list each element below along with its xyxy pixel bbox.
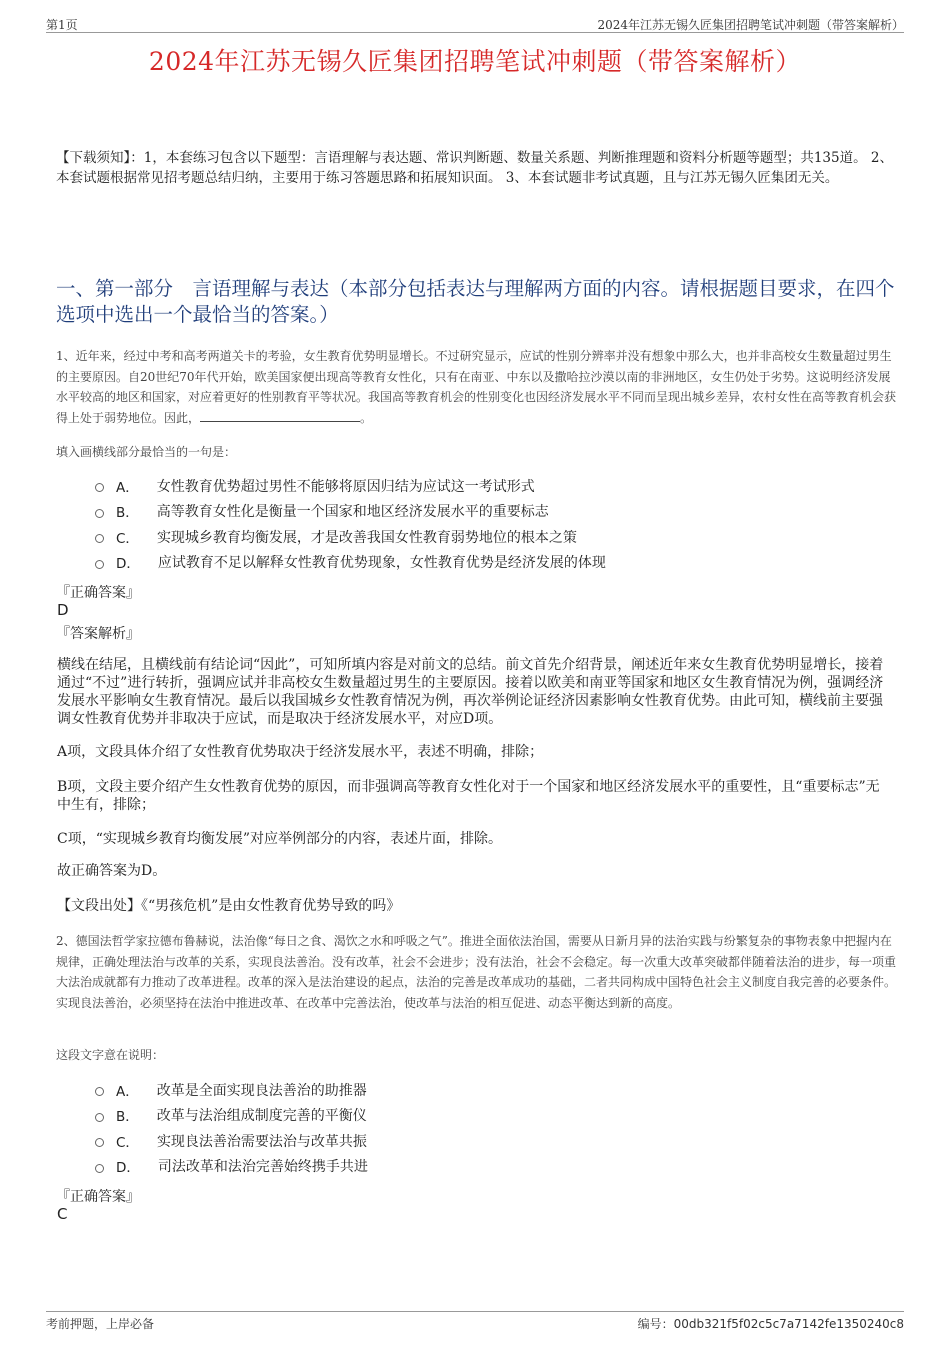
analysis-conclusion: 故正确答案为D。 bbox=[57, 863, 167, 879]
radio-icon[interactable] bbox=[95, 1113, 104, 1122]
correct-answer: C bbox=[57, 1205, 68, 1223]
header-doc-title: 2024年江苏无锡久匠集团招聘笔试冲刺题（带答案解析） bbox=[597, 18, 904, 32]
option-text: 司法改革和法治完善始终携手共进 bbox=[157, 1159, 368, 1176]
option-d[interactable] bbox=[95, 550, 895, 576]
option-text: 应试教育不足以解释女性教育优势现象，女性教育优势是经济发展的体现 bbox=[157, 555, 606, 572]
radio-icon[interactable] bbox=[95, 560, 104, 569]
option-b[interactable] bbox=[95, 1103, 895, 1129]
option-text: 改革是全面实现良法善治的助推器 bbox=[156, 1082, 367, 1099]
option-letter: D． bbox=[116, 556, 140, 573]
option-text: 女性教育优势超过男性不能够将原因归结为应试这一考试形式 bbox=[156, 478, 535, 495]
footer-code-block bbox=[638, 1315, 904, 1332]
option-d[interactable] bbox=[95, 1154, 895, 1180]
correct-answer: D bbox=[57, 601, 69, 619]
option-text: 改革与法治组成制度完善的平衡仪 bbox=[156, 1108, 367, 1125]
option-letter: C． bbox=[116, 1134, 139, 1151]
option-a[interactable] bbox=[95, 1077, 895, 1103]
analysis-option-c: C项，“实现城乡教育均衡发展”对应举例部分的内容，表述片面，排除。 bbox=[57, 831, 503, 847]
option-letter: B． bbox=[116, 505, 139, 522]
option-text: 高等教育女性化是衡量一个国家和地区经济发展水平的重要标志 bbox=[156, 504, 549, 521]
radio-icon[interactable] bbox=[95, 483, 104, 492]
radio-icon[interactable] bbox=[95, 534, 104, 543]
radio-icon[interactable] bbox=[95, 1087, 104, 1096]
document-title: 2024年江苏无锡久匠集团招聘笔试冲刺题（带答案解析） bbox=[148, 47, 802, 76]
question-2-text: 2、德国法哲学家拉德布鲁赫说，法治像“每日之食、渴饮之水和呼吸之气”。推进全面依法治国，需要从日新月异的法治实践与纷繁复杂的事物表象中把握内在规律，正确处理法治与改革的关系，实现良法善治。没有改革，社会不会进步；没有法治，社会不会稳定。每一次重大改革突破都伴随着法治的进步，每一项重大法治成就都有力推动了改革进程。改革的深入是法治建设的起点，法治的完善是改革成功的基础，二者共同构成中国特色社会主义制度自我完善的必要条件。实现良法善治，必须坚持在法治中推进改革、在改革中完善法治，使改革与法治的相互促进、动态平衡达到新的高度。 bbox=[56, 934, 897, 1010]
question-1-prompt: 填入画横线部分最恰当的一句是： bbox=[56, 445, 237, 459]
option-c[interactable] bbox=[95, 1128, 895, 1154]
page-number: 第1页 bbox=[46, 18, 78, 32]
correct-answer-label: 『正确答案』 bbox=[56, 585, 140, 601]
option-text: 实现城乡教育均衡发展，才是改善我国女性教育弱势地位的根本之策 bbox=[156, 529, 577, 546]
option-letter: A． bbox=[116, 1083, 139, 1100]
question-2-options bbox=[95, 1077, 895, 1179]
question-1-text bbox=[56, 346, 896, 428]
answer-blank bbox=[200, 410, 360, 422]
option-letter: A． bbox=[116, 479, 139, 496]
option-c[interactable] bbox=[95, 524, 895, 550]
analysis-option-a: A项，文段具体介绍了女性教育优势取决于经济发展水平，表述不明确，排除； bbox=[57, 744, 544, 760]
analysis-source: 【文段出处】《“男孩危机”是由女性教育优势导致的吗》 bbox=[57, 898, 401, 914]
option-b[interactable] bbox=[95, 499, 895, 525]
option-letter: C． bbox=[116, 530, 139, 547]
analysis-paragraph: 横线在结尾，且横线前有结论词“因此”，可知所填内容是对前文的总结。前文首先介绍背景，阐述近年来女生教育优势明显增长，接着通过“不过”进行转折，强调应试并非高校女生数量超过男生的主要原因。接着以欧美和南亚等国家和地区女生教育情况为例，强调经济发展水平影响女生教育情况。最后以我国城乡女性教育情况为例，再次举例论证经济因素影响女性教育优势。由此可知，横线前主要强调女性教育优势并非取决于应试，而是取决于经济发展水平，对应D项。 bbox=[57, 657, 884, 727]
footer-slogan: 考前押题，上岸必备 bbox=[46, 1317, 155, 1331]
option-letter: D． bbox=[116, 1160, 140, 1177]
analysis-label: 『答案解析』 bbox=[56, 626, 140, 642]
question-1-body: 1、近年来，经过中考和高考两道关卡的考验，女生教育优势明显增长。不过研究显示，应试的性别分辨率并没有想象中那么大，也并非高校女生数量超过男生的主要原因。自20世纪70年代开始，欧美国家便出现高等教育女性化，只有在南亚、中东以及撒哈拉沙漠以南的非洲地区，女生仍处于劣势。这说明经济发展水平较高的地区和国家，对应着更好的性别教育平等状况。我国高等教育机会的性别变化也因经济发展水平不同而呈现出城乡差异，农村女性在高等教育机会获得上处于弱势地位。因此， bbox=[56, 349, 897, 425]
footer-code: 00db321f5f02c5c7a7142fe1350240c8 bbox=[673, 1317, 904, 1331]
radio-icon[interactable] bbox=[95, 1164, 104, 1173]
download-notice: 【下载须知】：1，本套练习包含以下题型：言语理解与表达题、常识判断题、数量关系题、判断推理题和资料分析题等题型；共135道。 2、本套试题根据常见招考题总结归纳，主要用于练习答题思路和拓展知识面。 3、本套试题非考试真题，且与江苏无锡久匠集团无关。 bbox=[56, 150, 893, 186]
question-1-options bbox=[95, 473, 895, 575]
radio-icon[interactable] bbox=[95, 509, 104, 518]
question-1-end: 。 bbox=[360, 410, 373, 425]
option-letter: B． bbox=[116, 1109, 139, 1126]
option-text: 实现良法善治需要法治与改革共振 bbox=[156, 1133, 367, 1150]
analysis-option-b: B项，文段主要介绍产生女性教育优势的原因，而非强调高等教育女性化对于一个国家和地区经济发展水平的重要性，且“重要标志”无中生有，排除； bbox=[57, 779, 880, 813]
option-a[interactable] bbox=[95, 473, 895, 499]
page-header bbox=[46, 14, 904, 33]
question-2-prompt: 这段文字意在说明： bbox=[56, 1048, 165, 1062]
page-footer bbox=[46, 1311, 904, 1334]
correct-answer-label: 『正确答案』 bbox=[56, 1189, 140, 1205]
radio-icon[interactable] bbox=[95, 1138, 104, 1147]
footer-code-label: 编号： bbox=[637, 1317, 674, 1331]
section-heading: 一、第一部分 言语理解与表达（本部分包括表达与理解两方面的内容。请根据题目要求，在四个选项中选出一个最恰当的答案。） bbox=[56, 277, 895, 326]
